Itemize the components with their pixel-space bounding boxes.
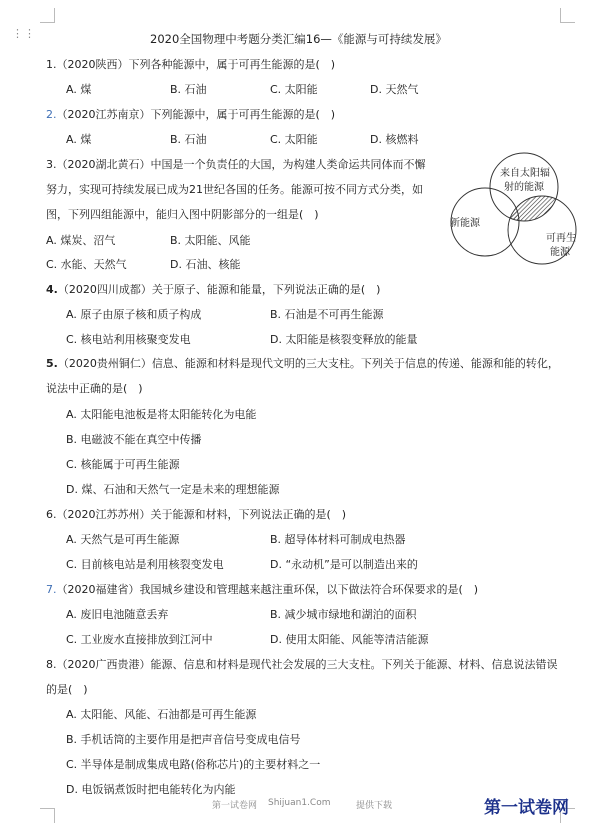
option-b: B. 电磁波不能在真空中传播	[66, 433, 202, 446]
option-c: C. 太阳能	[270, 83, 318, 96]
question-3-stem-line: 努力，实现可持续发展已成为21世纪各国的任务。能源可按不同方式分类，如	[46, 183, 423, 196]
question-7-stem: 7.（2020福建省）我国城乡建设和管理越来越注重环保，以下做法符合环保要求的是( )	[46, 583, 479, 596]
question-8-stem-line: 8.（2020广西贵港）能源、信息和材料是现代社会发展的三大支柱。下列关于能源、材料、信息说法错误	[46, 658, 558, 671]
question-3-stem-line: 图，下列四组能源中，能归入图中阴影部分的一组是( )	[46, 208, 319, 221]
option-a: A. 废旧电池随意丢弃	[66, 608, 169, 621]
option-a: A. 太阳能、风能、石油都是可再生能源	[66, 708, 257, 721]
brand-logo: 第一试卷网	[484, 798, 569, 818]
question-6-stem: 6.（2020江苏苏州）关于能源和材料，下列说法正确的是( )	[46, 508, 347, 521]
option-c: C. 太阳能	[270, 133, 318, 146]
option-b: B. 石油是不可再生能源	[270, 308, 384, 321]
page-corner-mark	[40, 808, 55, 823]
option-b: B. 超导体材料可制成电热器	[270, 533, 406, 546]
venn-label-right-1: 可再生	[546, 233, 576, 244]
option-d: D. 煤、石油和天然气一定是未来的理想能源	[66, 483, 280, 496]
page-corner-mark	[560, 8, 575, 23]
option-c: C. 目前核电站是利用核裂变发电	[66, 558, 224, 571]
option-c: C. 半导体是制成集成电路(俗称芯片)的主要材料之一	[66, 758, 321, 771]
venn-label-top-1: 来自太阳辐	[500, 168, 550, 179]
question-number: 5.	[46, 357, 58, 370]
option-d: D. “永动机”是可以制造出来的	[270, 558, 418, 571]
question-2-stem: 2.（2020江苏南京）下列能源中，属于可再生能源的是( )	[46, 108, 336, 121]
footer-left: 第一试卷网	[212, 801, 258, 811]
option-b: B. 太阳能、风能	[170, 234, 251, 247]
venn-label-left: 新能源	[450, 218, 480, 229]
option-a: A. 原子由原子核和质子构成	[66, 308, 202, 321]
option-a: A. 太阳能电池板是将太阳能转化为电能	[66, 408, 257, 421]
option-d: D. 太阳能是核裂变释放的能量	[270, 333, 418, 346]
question-number: 7.	[46, 583, 57, 596]
option-c: C. 核电站利用核聚变发电	[66, 333, 191, 346]
option-d: D. 电饭锅煮饭时把电能转化为内能	[66, 783, 236, 796]
option-c: C. 水能、天然气	[46, 258, 127, 271]
venn-label-right-2: 能源	[550, 247, 570, 258]
question-1-stem: 1.（2020陕西）下列各种能源中，属于可再生能源的是( )	[46, 58, 336, 71]
question-5-stem-line: 5.（2020贵州铜仁）信息、能源和材料是现代文明的三大支柱。下列关于信息的传递、能源和能的转化，	[46, 357, 559, 370]
page-corner-mark	[40, 8, 55, 23]
venn-label-top-2: 射的能源	[504, 182, 544, 193]
option-b: B. 石油	[170, 133, 207, 146]
page-title: 2020全国物理中考题分类汇编16—《能源与可持续发展》	[150, 32, 447, 46]
footer-right: 提供下载	[356, 801, 393, 811]
footer-mid: Shijuan1.Com	[268, 798, 331, 808]
question-3-stem-line: 3.（2020湖北黄石）中国是一个负责任的大国，为构建人类命运共同体而不懈	[46, 158, 426, 171]
question-5-stem-line: 说法中正确的是( )	[46, 382, 143, 395]
option-a: A. 煤	[66, 83, 92, 96]
option-d: D. 石油、核能	[170, 258, 241, 271]
question-number: 2.	[46, 108, 57, 121]
option-b: B. 减少城市绿地和湖泊的面积	[270, 608, 417, 621]
question-4-stem: 4.（2020四川成都）关于原子、能源和能量，下列说法正确的是( )	[46, 283, 381, 296]
venn-diagram	[438, 150, 594, 272]
option-c: C. 工业废水直接排放到江河中	[66, 633, 213, 646]
option-d: D. 使用太阳能、风能等清洁能源	[270, 633, 429, 646]
option-d: D. 核燃料	[370, 133, 419, 146]
option-a: A. 煤	[66, 133, 92, 146]
option-b: B. 石油	[170, 83, 207, 96]
option-b: B. 手机话筒的主要作用是把声音信号变成电信号	[66, 733, 301, 746]
drag-handle-icon[interactable]: ⋮⋮	[12, 27, 36, 40]
option-a: A. 天然气是可再生能源	[66, 533, 180, 546]
question-8-stem-line: 的是( )	[46, 683, 88, 696]
option-d: D. 天然气	[370, 83, 419, 96]
option-a: A. 煤炭、沼气	[46, 234, 116, 247]
option-c: C. 核能属于可再生能源	[66, 458, 180, 471]
question-number: 4.	[46, 283, 58, 296]
